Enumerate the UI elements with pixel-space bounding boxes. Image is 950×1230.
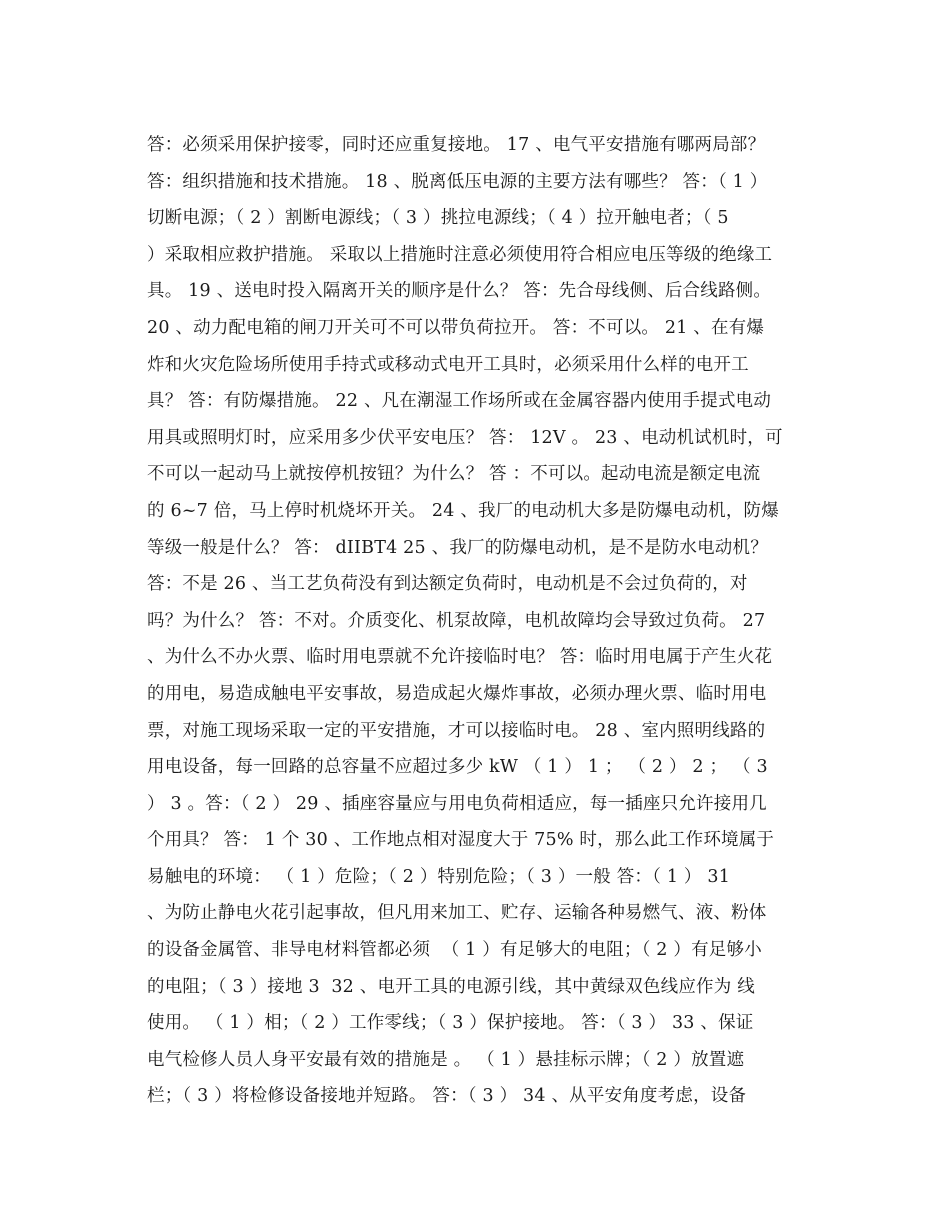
text-line: 的用电，易造成触电平安事故，易造成起火爆炸事故，必须办理火票、临时用电 xyxy=(147,683,767,704)
text-line: 具？ 答：有防爆措施。 22 、凡在潮湿工作场所或在金属容器内使用手提式电动 xyxy=(147,391,772,412)
text-line: 的 6~7 倍，马上停时机烧坏开关。 24 、我厂的电动机大多是防爆电动机，防爆 xyxy=(147,500,779,521)
text-line: 栏；（ 3 ）将检修设备接地并短路。 答：（ 3 ） 34 、从平安角度考虑，设备 xyxy=(147,1086,747,1107)
text-line: 的电阻；（ 3 ）接地 3 32 、电开工具的电源引线，其中黄绿双色线应作为 线 xyxy=(147,976,755,997)
text-line: 不可以一起动马上就按停机按钮？为什么？ 答 ：不可以。起动电流是额定电流 xyxy=(147,464,761,485)
text-line: 炸和火灾危险场所使用手持式或移动式电开工具时，必须采用什么样的电开工 xyxy=(147,354,749,375)
text-line: 等级一般是什么？ 答： dIIBT4 25 、我厂的防爆电动机，是不是防水电动机？ xyxy=(147,537,768,558)
text-line: 吗？为什么？ 答：不对。介质变化、机泵故障，电机故障均会导致过负荷。 27 xyxy=(147,610,766,631)
text-line: 答：必须采用保护接零，同时还应重复接地。 17 、电气平安措施有哪两局部？ xyxy=(147,135,766,155)
text-line: 使用。 （ 1 ）相；（ 2 ）工作零线；（ 3 ）保护接地。 答：（ 3 ） 33 、保证 xyxy=(147,1013,754,1034)
text-line: 答：组织措施和技术措施。 18 、脱离低压电源的主要方法有哪些？ 答：（ 1 ） xyxy=(147,171,768,192)
text-line: 20 、动力配电箱的闸刀开关可不可以带负荷拉开。 答：不可以。 21 、在有爆 xyxy=(147,317,765,338)
text-line: 的设备金属管、非导电材料管都必须 （ 1 ）有足够大的电阻；（ 2 ）有足够小 xyxy=(147,940,762,961)
text-line: ） 3 。答：（ 2 ） 29 、插座容量应与用电负荷相适应，每一插座只允许接用几 xyxy=(147,793,767,814)
text-line: 、为防止静电火花引起事故，但凡用来加工、贮存、运输各种易燃气、液、粉体 xyxy=(147,903,767,924)
text-line: 票，对施工现场采取一定的平安措施，才可以接临时电。 28 、室内照明线路的 xyxy=(147,720,766,741)
text-line: 具。 19 、送电时投入隔离开关的顺序是什么？ 答：先合母线侧、后合线路侧。 xyxy=(147,281,772,302)
text-line: 切断电源；（ 2 ）割断电源线；（ 3 ）挑拉电源线；（ 4 ）拉开触电者；（ 5 xyxy=(147,208,729,229)
text-line: 易触电的环境： （ 1 ）危险；（ 2 ）特别危险；（ 3 ）一般 答：（ 1 ） 31 xyxy=(147,866,731,887)
text-line: 、为什么不办火票、临时用电票就不允许接临时电？ 答：临时用电属于产生火花 xyxy=(147,647,773,668)
text-line: 用具或照明灯时，应采用多少伏平安电压？ 答： 12V 。 23 、电动机试机时，可 xyxy=(147,427,783,448)
body-text xyxy=(147,127,807,1115)
text-line: 电气检修人员人身平安最有效的措施是 。 （ 1 ）悬挂标示牌；（ 2 ）放置遮 xyxy=(147,1049,745,1070)
text-line: 用电设备，每一回路的总容量不应超过多少 kW （ 1 ） 1 ； （ 2 ） 2 ； （ 3 xyxy=(147,757,768,778)
text-line: 答：不是 26 、当工艺负荷没有到达额定负荷时，电动机是不会过负荷的，对 xyxy=(147,574,748,595)
text-line: ）采取相应救护措施。 采取以上措施时注意必须使用符合相应电压等级的绝缘工 xyxy=(147,244,773,265)
text-line: 个用具？ 答： 1 个 30 、工作地点相对湿度大于 75% 时，那么此工作环境属于 xyxy=(147,830,775,851)
